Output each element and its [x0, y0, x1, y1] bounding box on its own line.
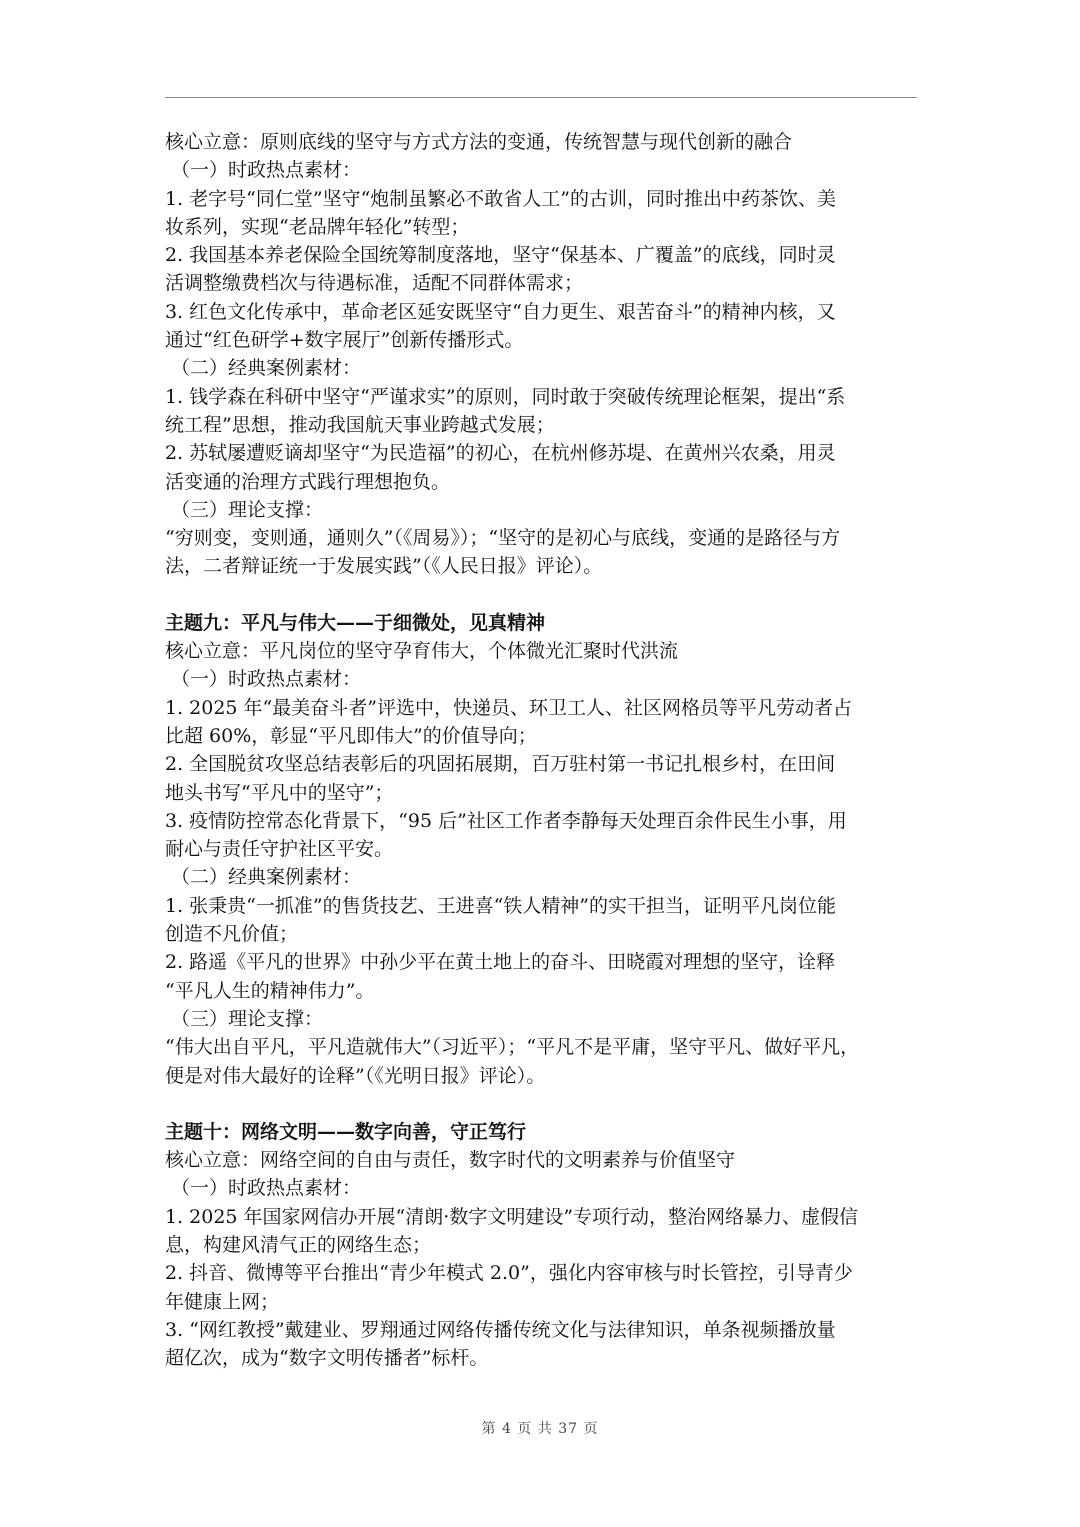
text-line: 息，构建风清气正的网络生态；	[165, 1233, 432, 1256]
text-line: 2. 全国脱贫攻坚总结表彰后的巩固拓展期，百万驻村第一书记扎根乡村，在田间	[165, 753, 836, 776]
page-body	[165, 128, 917, 1372]
section-gap	[165, 1090, 917, 1118]
page-number: 第 4 页 共 37 页	[481, 1421, 599, 1437]
core-idea: 核心立意：网络空间的自由与责任，数字时代的文明素养与价值坚守	[165, 1149, 736, 1172]
text-line: 3. 疫情防控常态化背景下，“95 后”社区工作者李静每天处理百余件民生小事，用	[165, 809, 847, 832]
text-line: “伟大出自平凡，平凡造就伟大”（习近平）；“平凡不是平庸，坚守平凡、做好平凡，	[165, 1036, 860, 1059]
text-line: 年健康上网；	[165, 1290, 280, 1313]
text-line: 妆系列，实现“老品牌年轻化”转型；	[165, 215, 470, 238]
text-line: 创造不凡价值；	[165, 923, 299, 946]
text-line: 活调整缴费档次与待遇标准，适配不同群体需求；	[165, 272, 584, 295]
text-line: “平凡人生的精神伟力”。	[165, 979, 375, 1002]
subheading-classic-cases: （二）经典案例素材：	[171, 357, 362, 380]
section-theme-9	[165, 609, 917, 1090]
section-title: 主题十：网络文明——数字向善，守正笃行	[165, 1120, 527, 1143]
subheading-current-affairs: （一）时政热点素材：	[171, 1177, 362, 1200]
text-line: 超亿次，成为“数字文明传播者”标杆。	[165, 1347, 489, 1370]
text-line: 活变通的治理方式践行理想抱负。	[165, 470, 451, 493]
text-line: 法，二者辩证统一于发展实践”（《人民日报》评论）。	[165, 555, 603, 578]
text-line: 2. 路遥《平凡的世界》中孙少平在黄土地上的奋斗、田晓霞对理想的坚守，诠释	[165, 951, 836, 974]
text-line: 1. 钱学森在科研中坚守“严谨求实”的原则，同时敢于突破传统理论框架，提出“系	[165, 385, 846, 408]
text-line: 1. 老字号“同仁堂”坚守“炮制虽繁必不敢省人工”的古训，同时推出中药茶饮、美	[165, 187, 837, 210]
header-rule	[165, 97, 917, 98]
text-line: 3. “网红教授”戴建业、罗翔通过网络传播传统文化与法律知识，单条视频播放量	[165, 1318, 836, 1341]
text-line: 统工程”思想，推动我国航天事业跨越式发展；	[165, 413, 555, 436]
subheading-current-affairs: （一）时政热点素材：	[171, 668, 362, 691]
text-line: “穷则变，变则通，通则久”（《周易》）；“坚守的是初心与底线，变通的是路径与方	[165, 527, 841, 550]
text-line: 地头书写“平凡中的坚守”；	[165, 781, 394, 804]
text-line: 比超 60%，彰显“平凡即伟大”的价值导向；	[165, 724, 537, 747]
section-gap	[165, 581, 917, 609]
subheading-classic-cases: （二）经典案例素材：	[171, 866, 362, 889]
text-line: 1. 2025 年“最美奋斗者”评选中，快递员、环卫工人、社区网格员等平凡劳动者占	[165, 696, 852, 719]
section-theme-10	[165, 1118, 917, 1373]
text-line: 3. 红色文化传承中，革命老区延安既坚守“自力更生、艰苦奋斗”的精神内核，又	[165, 300, 836, 323]
text-line: 通过“红色研学+数字展厅”创新传播形式。	[165, 329, 524, 352]
text-line: 2. 抖音、微博等平台推出“青少年模式 2.0”，强化内容审核与时长管控，引导青少	[165, 1262, 853, 1285]
text-line: 1. 2025 年国家网信办开展“清朗·数字文明建设”专项行动，整治网络暴力、虚假信	[165, 1205, 859, 1228]
text-line: 2. 苏轼屡遭贬谪却坚守“为民造福”的初心，在杭州修苏堤、在黄州兴农桑，用灵	[165, 442, 836, 465]
text-line: 耐心与责任守护社区平安。	[165, 838, 394, 861]
subheading-theory: （三）理论支撑：	[171, 1007, 324, 1030]
subheading-current-affairs: （一）时政热点素材：	[171, 159, 362, 182]
subheading-theory: （三）理论支撑：	[171, 498, 324, 521]
section-continuation	[165, 128, 917, 581]
text-line: 1. 张秉贵“一抓准”的售货技艺、王进喜“铁人精神”的实干担当，证明平凡岗位能	[165, 894, 837, 917]
core-idea: 核心立意：原则底线的坚守与方式方法的变通，传统智慧与现代创新的融合	[165, 131, 793, 153]
core-idea: 核心立意：平凡岗位的坚守孕育伟大，个体微光汇聚时代洪流	[165, 640, 679, 663]
text-line: 便是对伟大最好的诠释”（《光明日报》评论）。	[165, 1064, 546, 1087]
text-line: 2. 我国基本养老保险全国统筹制度落地，坚守“保基本、广覆盖”的底线，同时灵	[165, 244, 836, 267]
section-title: 主题九：平凡与伟大——于细微处，见真精神	[165, 611, 546, 634]
